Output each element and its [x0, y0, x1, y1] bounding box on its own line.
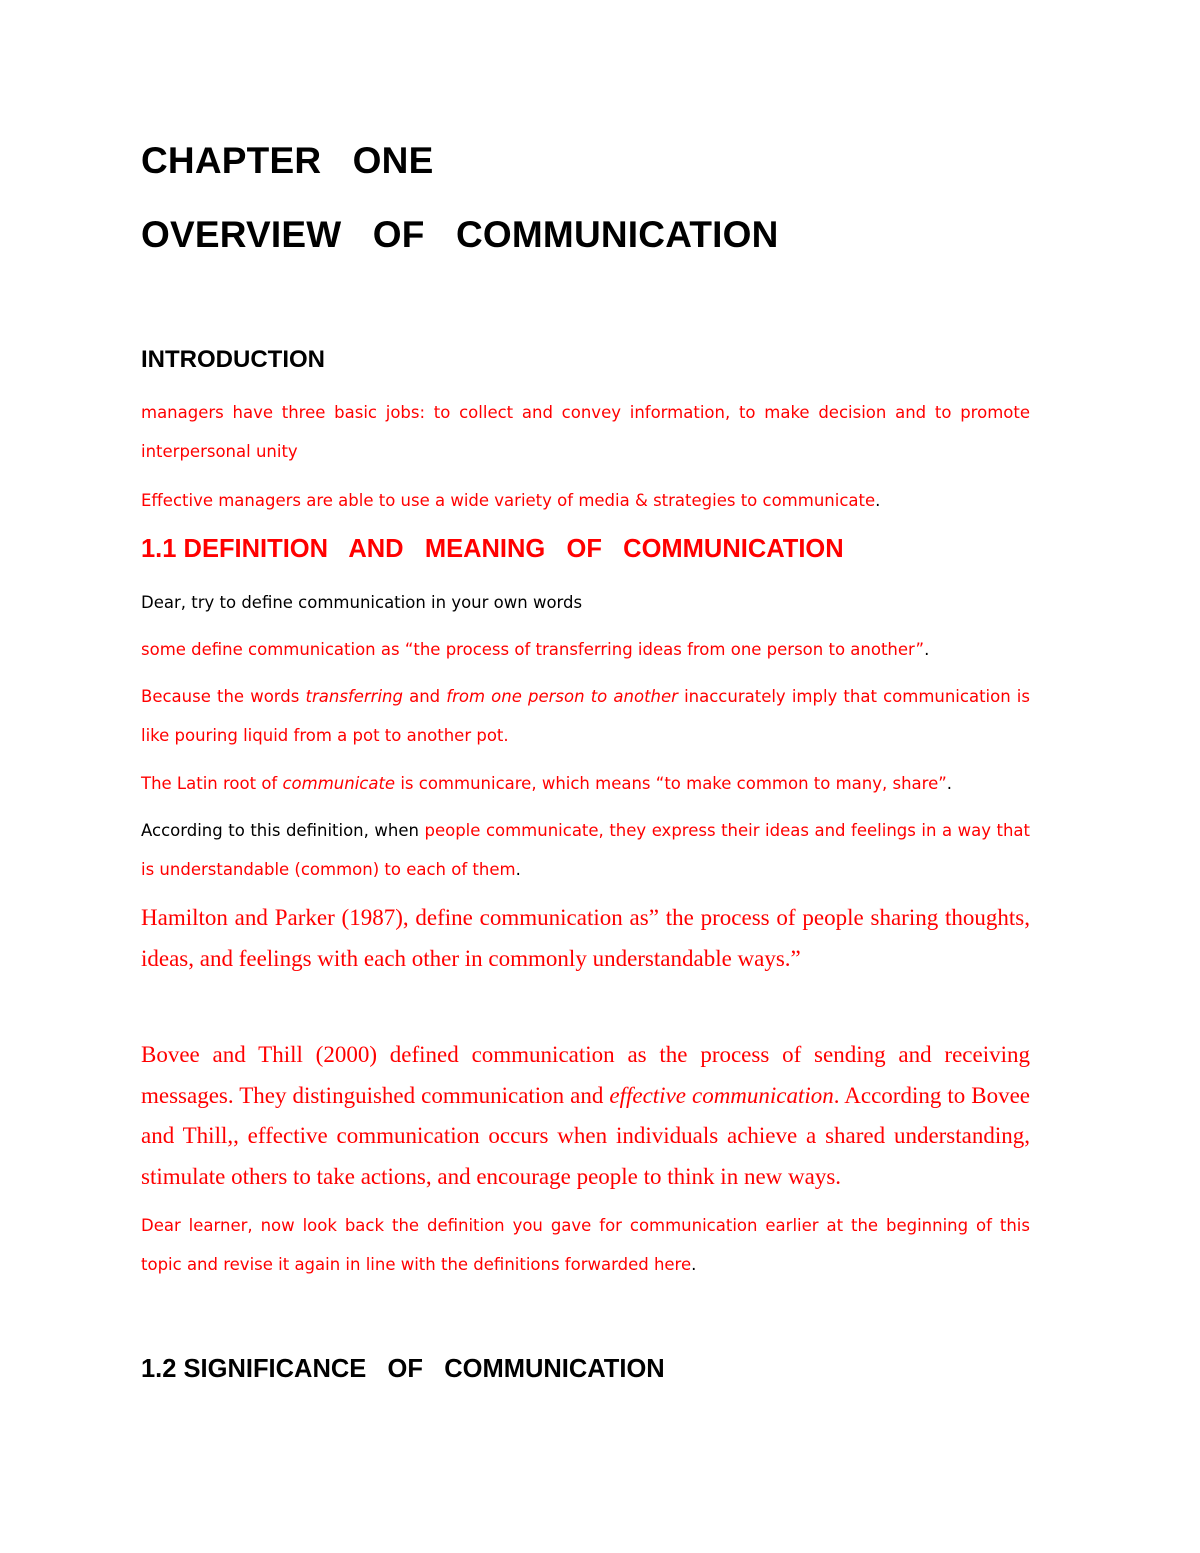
bovee-text-2: . According to Bovee and Thill,, effective communication occurs when individuals achieve a shared understanding, stimulate others to take actions, and encourage people to think in new ways. — [141, 1082, 1030, 1189]
bovee-text-1: Bovee and Thill (2000) defined communication as the process of sending and receiving messages. They distinguished communication and — [141, 1042, 1030, 1108]
bovee-emphasis: effective communication — [609, 1082, 834, 1108]
according-text-black: According to this definition, when — [141, 821, 425, 840]
because-text-2: and — [402, 687, 447, 706]
according-text-red: people communicate, they express their ideas and feelings in a way that is understandable (common) to each of them — [141, 821, 1030, 879]
because-emphasis-2: from one person to another — [446, 687, 678, 706]
period: . — [924, 640, 930, 659]
dear-paragraph: Dear, try to define communication in your own words — [141, 593, 583, 612]
learner-text: Dear learner, now look back the definition you gave for communication earlier at the beginning of this topic and revise it again in line with the definitions forwarded here — [141, 1216, 1030, 1274]
because-text-3: inaccurately imply that communication is like pouring liquid from a pot to another pot. — [141, 687, 1030, 745]
intro-paragraph-2-text: Effective managers are able to use a wide variety of media & strategies to communicate — [141, 491, 876, 510]
chapter-heading: CHAPTER ONE — [141, 140, 434, 181]
period: . — [691, 1255, 697, 1274]
period: . — [946, 774, 953, 793]
learner-paragraph — [141, 1206, 1030, 1284]
intro-paragraph-2 — [141, 481, 1030, 520]
latin-text-1: The Latin root of — [141, 774, 283, 793]
because-emphasis-1: transferring — [305, 687, 403, 706]
because-text-1: Because the words — [141, 687, 306, 706]
according-paragraph — [141, 811, 1030, 889]
latin-text-2: is communicare, which means “to make common to many, share” — [395, 774, 947, 793]
section-1-2-heading: 1.2 SIGNIFICANCE OF COMMUNICATION — [141, 1355, 665, 1383]
latin-root-paragraph — [141, 764, 1030, 803]
period: . — [875, 491, 881, 510]
some-define-paragraph — [141, 630, 1030, 669]
chapter-title: OVERVIEW OF COMMUNICATION — [141, 214, 779, 255]
because-paragraph — [141, 677, 1030, 755]
bovee-thill-paragraph — [141, 1035, 1030, 1197]
period: . — [515, 860, 521, 879]
introduction-heading: INTRODUCTION — [141, 346, 325, 373]
section-1-1-heading: 1.1 DEFINITION AND MEANING OF COMMUNICATION — [141, 535, 844, 563]
some-define-text: some define communication as “the process of transferring ideas from one person to another” — [141, 640, 925, 659]
intro-paragraph-1: managers have three basic jobs: to collect and convey information, to make decision and to promote interpersonal unity — [141, 403, 1030, 461]
latin-emphasis: communicate — [282, 774, 396, 793]
hamilton-parker-paragraph: Hamilton and Parker (1987), define communication as” the process of people sharing thoughts, ideas, and feelings with each other in commonly understandable ways.” — [141, 905, 1030, 971]
